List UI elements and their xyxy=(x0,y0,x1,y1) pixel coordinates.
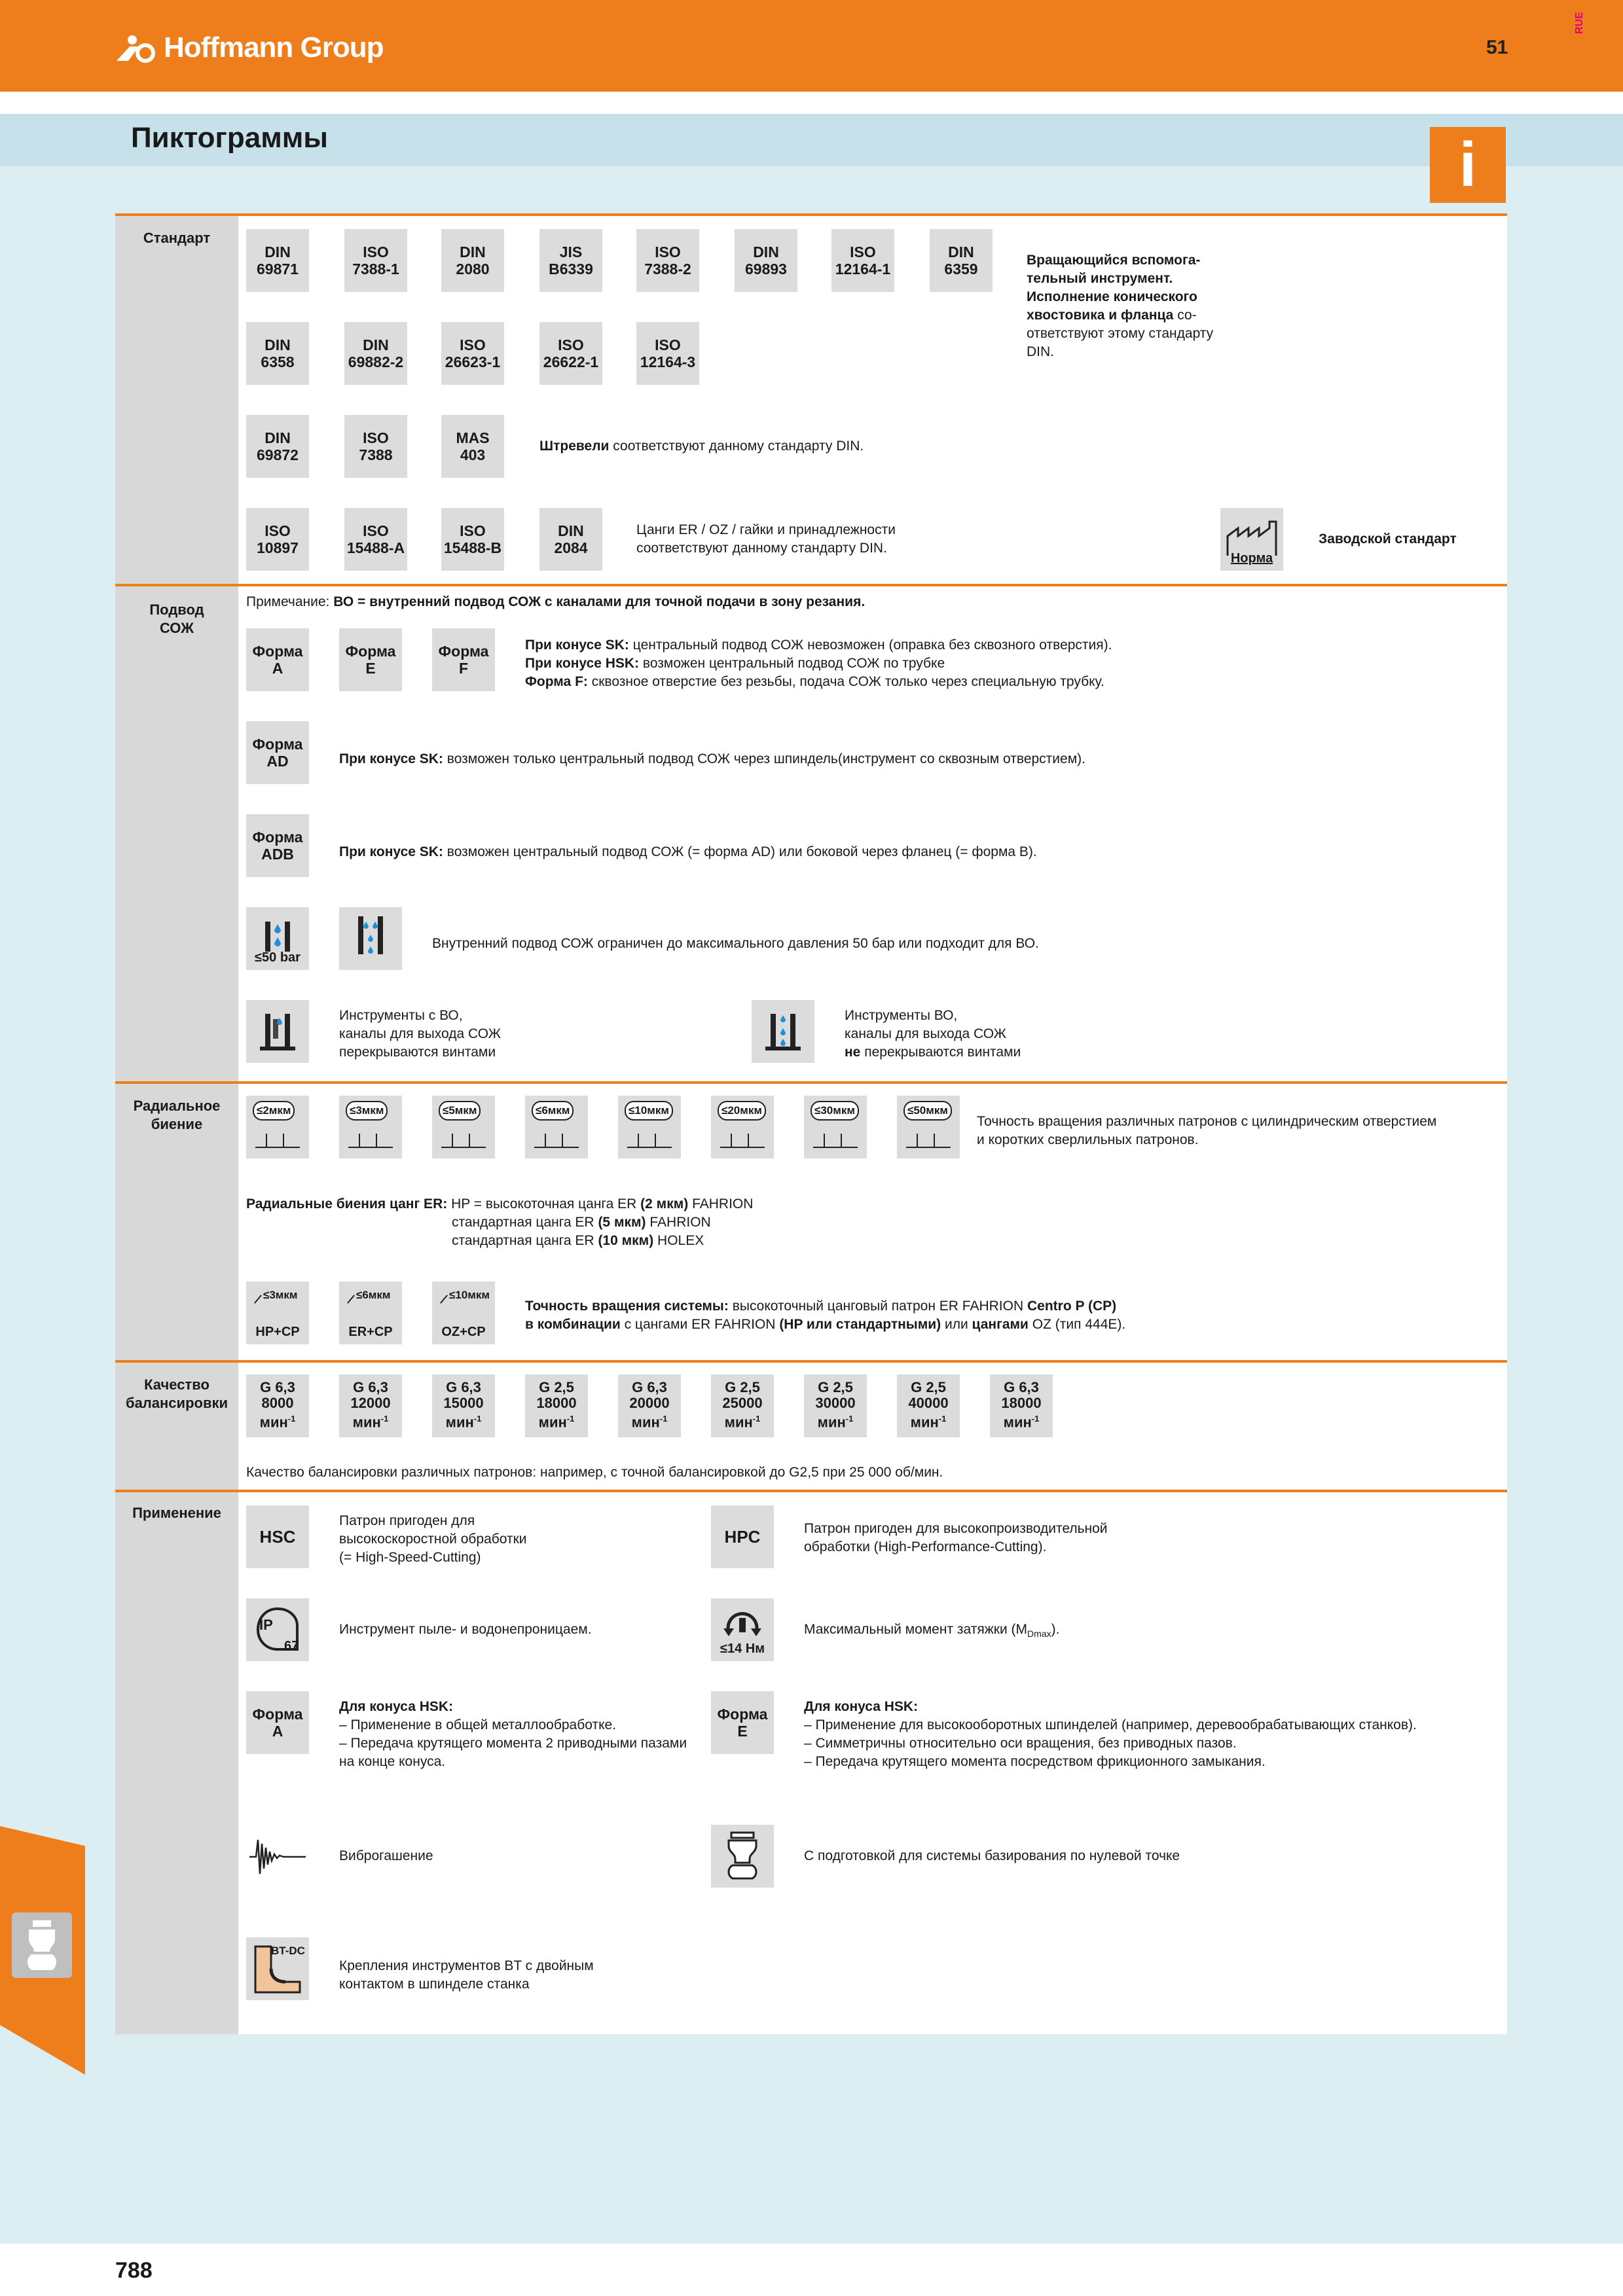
balance-rpm: 15000 xyxy=(443,1395,484,1411)
hpc-icon: HPC xyxy=(711,1505,774,1568)
standard-icon: ISO 12164-1 xyxy=(831,229,894,292)
runout-value: ≤30мкм xyxy=(811,1101,859,1121)
system-runout-icon xyxy=(339,1282,402,1344)
balance-unit: мин$^{-1}$ xyxy=(445,1414,482,1431)
balance-description: Качество балансировки различных патронов: например, с точной балансировкой до G2,5 при 25 000 об/мин. xyxy=(246,1465,943,1480)
torque-icon xyxy=(711,1598,774,1661)
ip-number: 67 xyxy=(284,1639,299,1653)
pressure-text: Внутренний подвод СОЖ ограничен до максимального давления 50 бар или подходит для ВО. xyxy=(432,936,1039,951)
standard-icon: DIN 69893 xyxy=(735,229,797,292)
runout-value: ≤20мкм xyxy=(718,1101,766,1121)
page-title: Пиктограммы xyxy=(131,122,328,154)
zero-point-icon xyxy=(711,1825,774,1888)
balance-rpm: 25000 xyxy=(722,1395,763,1411)
balance-unit: мин$^{-1}$ xyxy=(631,1414,668,1431)
system-runout-value: ≤6мкм xyxy=(356,1289,391,1301)
balance-unit: мин$^{-1}$ xyxy=(724,1414,761,1431)
tool-holder-tab-icon xyxy=(12,1912,72,1978)
hoffmann-logo-icon xyxy=(115,32,157,63)
balance-unit: мин$^{-1}$ xyxy=(352,1414,389,1431)
balance-quality-icon xyxy=(804,1374,867,1437)
standard-description: Вращающийся вспомога- тельный инструмент. Исполнение конического хвостовика и фланца со- ответствуют этому стандарту DIN. xyxy=(1027,253,1214,359)
factory-icon xyxy=(1220,508,1283,571)
form-lines: При конусе SK: центральный подвод СОЖ невозможен (оправка без сквозного отверстия). При конусе HSK: возможен центральный подвод СОЖ по трубке Форма F: сквозное отверстие без резьбы, подача СОЖ только через специальную трубку. xyxy=(525,637,1112,689)
hsc-icon: HSC xyxy=(246,1505,309,1568)
bt-dc-text: Крепления инструментов BT с двойным контактом в шпинделе станка xyxy=(339,1958,594,1992)
balance-quality-icon xyxy=(525,1374,588,1437)
coolant-pressure-icon xyxy=(246,907,309,970)
form-adb-text: При конусе SK: возможен центральный подвод СОЖ (= форма AD) или боковой через фланец (= форма B). xyxy=(339,844,1037,859)
zero-point-text: С подготовкой для системы базирования по нулевой точке xyxy=(804,1848,1180,1863)
balance-quality-icon xyxy=(618,1374,681,1437)
standard-icon: DIN 69872 xyxy=(246,415,309,478)
section-divider xyxy=(115,213,1507,216)
chapter-number: 51 xyxy=(1486,37,1508,58)
runout-icon xyxy=(711,1096,774,1158)
collet-er-text: Цанги ER / OZ / гайки и принадлежности соответствуют данному стандарту DIN. xyxy=(636,522,896,556)
footer-page-number: 788 xyxy=(115,2258,153,2283)
system-runout-icon xyxy=(432,1282,495,1344)
screw-open-icon xyxy=(752,1000,814,1063)
runout-icon xyxy=(897,1096,960,1158)
balance-grade: G 2,5 xyxy=(818,1379,853,1395)
standard-icon: ISO 15488-B xyxy=(441,508,504,571)
runout-icon xyxy=(246,1096,309,1158)
balance-unit: мин$^{-1}$ xyxy=(259,1414,296,1431)
torque-caption: ≤14 Нм xyxy=(720,1641,765,1656)
balance-rpm: 40000 xyxy=(908,1395,949,1411)
vibration-damping-icon xyxy=(246,1825,309,1888)
system-runout-caption: OZ+CP xyxy=(441,1325,486,1339)
system-runout-caption: HP+CP xyxy=(255,1325,300,1339)
standard-icon: JIS B6339 xyxy=(539,229,602,292)
standard-icon: ISO 12164-3 xyxy=(636,322,699,385)
hsk-form-a-text: Для конуса HSK: – Применение в общей металлообработке. – Передача крутящего момента 2 приводными пазами на конце конуса. xyxy=(339,1699,687,1769)
standard-icon: ISO 15488-A xyxy=(344,508,407,571)
balance-grade: G 6,3 xyxy=(260,1379,295,1395)
section-divider xyxy=(115,1490,1507,1492)
runout-icon xyxy=(804,1096,867,1158)
balance-grade: G 2,5 xyxy=(911,1379,946,1395)
balance-grade: G 2,5 xyxy=(539,1379,574,1395)
balance-quality-icon xyxy=(432,1374,495,1437)
section-label-runout: Радиальное биение xyxy=(133,1098,221,1132)
system-runout-value: ≤10мкм xyxy=(449,1289,490,1301)
runout-icon xyxy=(432,1096,495,1158)
bt-dc-label: BT-DC xyxy=(271,1945,305,1957)
form-f-icon: Форма F xyxy=(432,628,495,691)
runout-value: ≤5мкм xyxy=(439,1101,481,1121)
factory-caption: Норма xyxy=(1230,551,1273,565)
runout-value: ≤6мкм xyxy=(532,1101,574,1121)
balance-quality-icon xyxy=(897,1374,960,1437)
system-runout-icon xyxy=(246,1282,309,1344)
section-label-coolant: Подвод СОЖ xyxy=(149,601,204,636)
form-a-icon: Форма A xyxy=(246,628,309,691)
screw-open-text: Инструменты ВО, каналы для выхода СОЖ не перекрываются винтами xyxy=(845,1008,1021,1060)
runout-value: ≤2мкм xyxy=(253,1101,295,1121)
standard-icon: ISO 7388-2 xyxy=(636,229,699,292)
info-icon: i xyxy=(1430,127,1506,203)
brand-name: Hoffmann Group xyxy=(164,31,384,63)
section-divider xyxy=(115,1081,1507,1084)
er-collet-runout: Радиальные биения цанг ER: HP = высокоточная цанга ER (2 мкм) FAHRION стандартная цанга ER (5 мкм) FAHRION стандартная цанга ER (10 мкм) HOLEX xyxy=(246,1196,754,1248)
vibration-damping-text: Виброгашение xyxy=(339,1848,433,1863)
system-runout-caption: ER+CP xyxy=(348,1325,393,1339)
runout-description: Точность вращения различных патронов с цилиндрическим отверстием и коротких сверлильных патронов. xyxy=(977,1114,1437,1147)
balance-quality-icon xyxy=(339,1374,402,1437)
form-ad-text: При конусе SK: возможен только центральный подвод СОЖ через шпиндель(инструмент со сквозным отверстием). xyxy=(339,751,1085,766)
ip67-icon xyxy=(246,1598,309,1661)
balance-rpm: 30000 xyxy=(815,1395,856,1411)
standard-icon: ISO 10897 xyxy=(246,508,309,571)
balance-rpm: 8000 xyxy=(261,1395,294,1411)
ip67-text: Инструмент пыле- и водонепроницаем. xyxy=(339,1622,592,1637)
balance-grade: G 6,3 xyxy=(446,1379,481,1395)
ip-label: IP xyxy=(259,1617,273,1633)
balance-unit: мин$^{-1}$ xyxy=(910,1414,947,1431)
language-code: RUE xyxy=(1574,12,1585,34)
balance-rpm: 12000 xyxy=(350,1395,391,1411)
balance-quality-icon xyxy=(246,1374,309,1437)
balance-quality-icon xyxy=(711,1374,774,1437)
standard-icon: DIN 69882-2 xyxy=(344,322,407,385)
hsk-form-e-icon: Форма E xyxy=(711,1691,774,1754)
system-runout-value: ≤3мкм xyxy=(263,1289,298,1301)
runout-icon xyxy=(339,1096,402,1158)
header-divider xyxy=(0,92,1623,114)
section-label-standard: Стандарт xyxy=(143,230,211,246)
balance-rpm: 18000 xyxy=(1001,1395,1042,1411)
form-ad-icon: Форма AD xyxy=(246,721,309,784)
footer-strip xyxy=(0,2244,1623,2296)
factory-standard-text: Заводской стандарт xyxy=(1319,531,1457,547)
runout-icon xyxy=(618,1096,681,1158)
collet-standard-text: Штревели соответствуют данному стандарту DIN. xyxy=(539,439,864,454)
balance-unit: мин$^{-1}$ xyxy=(1003,1414,1040,1431)
standard-icon: DIN 2084 xyxy=(539,508,602,571)
runout-icon xyxy=(525,1096,588,1158)
system-runout-text: Точность вращения системы: высокоточный цанговый патрон ER FAHRION Centro P (CP) в комбинации с цангами ER FAHRION (HP или стандартными) или цангами OZ (тип 444E). xyxy=(525,1299,1126,1332)
standard-icon: DIN 6358 xyxy=(246,322,309,385)
balance-rpm: 18000 xyxy=(536,1395,577,1411)
torque-text: Максимальный момент затяжки $(M_{Dmax})$. xyxy=(804,1622,1060,1640)
runout-value: ≤3мкм xyxy=(346,1101,388,1121)
runout-value: ≤10мкм xyxy=(625,1101,673,1121)
coolant-through-icon xyxy=(339,907,402,970)
hsk-form-a-icon: Форма A xyxy=(246,1691,309,1754)
section-divider xyxy=(115,1360,1507,1363)
header-bar xyxy=(0,0,1623,92)
form-adb-icon: Форма ADB xyxy=(246,814,309,877)
balance-grade: G 2,5 xyxy=(725,1379,760,1395)
section-label-application: Применение xyxy=(132,1505,221,1521)
balance-rpm: 20000 xyxy=(629,1395,670,1411)
standard-icon: DIN 6359 xyxy=(930,229,993,292)
standard-icon: ISO 7388 xyxy=(344,415,407,478)
balance-grade: G 6,3 xyxy=(632,1379,667,1395)
standard-icon: DIN 2080 xyxy=(441,229,504,292)
section-divider xyxy=(115,584,1507,586)
balance-unit: мин$^{-1}$ xyxy=(817,1414,854,1431)
screw-closed-icon xyxy=(246,1000,309,1063)
standard-icon: MAS 403 xyxy=(441,415,504,478)
balance-quality-icon xyxy=(990,1374,1053,1437)
brand-logo xyxy=(115,31,384,64)
balance-unit: мин$^{-1}$ xyxy=(538,1414,575,1431)
pressure-caption: ≤50 bar xyxy=(255,950,301,965)
balance-grade: G 6,3 xyxy=(1004,1379,1039,1395)
hpc-text: Патрон пригоден для высокопроизводительной обработки (High-Performance-Cutting). xyxy=(804,1521,1108,1554)
standard-icon: ISO 7388-1 xyxy=(344,229,407,292)
standard-icon: ISO 26622-1 xyxy=(539,322,602,385)
runout-value: ≤50мкм xyxy=(903,1101,952,1121)
section-label-balance: Качество балансировки xyxy=(125,1376,228,1411)
standard-icon: DIN 69871 xyxy=(246,229,309,292)
hsk-form-e-text: Для конуса HSK: – Применение для высокооборотных шпинделей (например, деревообрабатывающих станков). – Симметричны относительно оси вращения, без приводных пазов. – Передача крутящего момента посредством фрикционного замыкания. xyxy=(804,1699,1417,1769)
form-e-icon: Форма E xyxy=(339,628,402,691)
bt-dc-icon xyxy=(246,1937,309,2000)
hsc-text: Патрон пригоден для высокоскоростной обработки (= High-Speed-Cutting) xyxy=(339,1513,527,1565)
coolant-note: Примечание: ВО = внутренний подвод СОЖ с каналами для точной подачи в зону резания. xyxy=(246,594,866,609)
balance-grade: G 6,3 xyxy=(353,1379,388,1395)
standard-icon: ISO 26623-1 xyxy=(441,322,504,385)
screw-closed-text: Инструменты с ВО, каналы для выхода СОЖ перекрываются винтами xyxy=(339,1008,501,1060)
